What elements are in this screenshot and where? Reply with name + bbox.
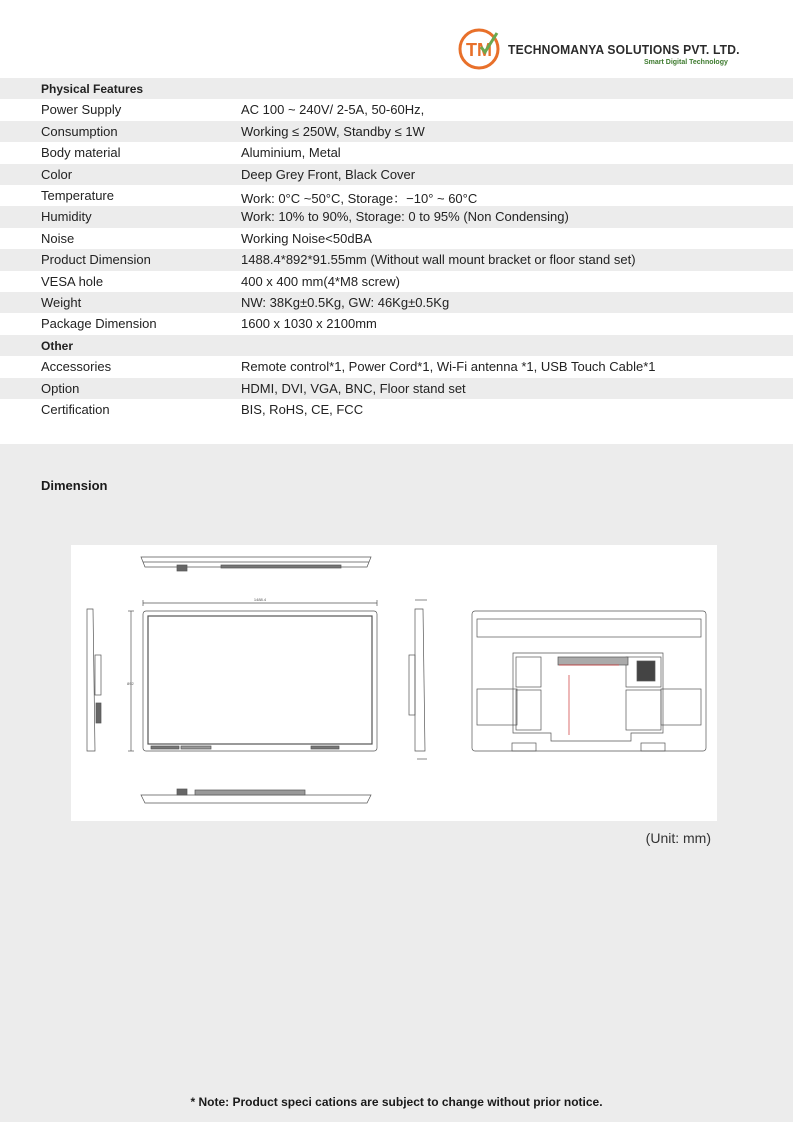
company-name: TECHNOMANYA SOLUTIONS PVT. LTD. — [508, 42, 740, 57]
spec-key: Noise — [41, 230, 75, 246]
company-tagline: Smart Digital Technology — [644, 59, 728, 66]
spec-row — [0, 399, 793, 420]
spec-key: VESA hole — [41, 273, 104, 289]
spec-row — [0, 99, 793, 120]
dimension-drawing — [71, 545, 717, 821]
spec-key: Humidity — [41, 209, 92, 225]
spec-key: Package Dimension — [41, 316, 157, 332]
company-logo-icon — [457, 27, 501, 71]
spec-value: Working ≤ 250W, Standby ≤ 1W — [241, 123, 425, 139]
spec-key: Certification — [41, 402, 110, 417]
unit-label: (Unit: mm) — [645, 830, 711, 846]
spec-value: NW: 38Kg±0.5Kg, GW: 46Kg±0.5Kg — [241, 295, 450, 310]
spec-row — [0, 164, 793, 185]
spec-value: Deep Grey Front, Black Cover — [241, 166, 416, 182]
spec-row — [0, 228, 793, 249]
spec-value: 400 x 400 mm(4*M8 screw) — [241, 273, 400, 289]
technical-drawing — [71, 545, 717, 821]
logo-letters: TM — [466, 40, 492, 60]
footer-note: * Note: Product speci cations are subject to change without prior notice. — [190, 1095, 603, 1109]
spec-key: Weight — [41, 295, 82, 310]
spec-row — [0, 249, 793, 270]
spec-value: Work: 0°C ~50°C, Storage：−10° ~ 60°C — [241, 191, 478, 206]
spec-table — [0, 78, 793, 444]
spec-key: Body material — [41, 145, 121, 161]
spec-key: Consumption — [41, 123, 118, 139]
spec-key: Product Dimension — [41, 252, 151, 268]
spec-value: BIS, RoHS, CE, FCC — [241, 402, 364, 417]
section-title: Physical Features — [41, 82, 144, 96]
front-view-drawing — [128, 600, 377, 751]
dim-label-width: 1488.4 — [253, 597, 267, 602]
spec-key: Temperature — [41, 188, 114, 203]
spec-row — [0, 378, 793, 399]
spec-value: Aluminium, Metal — [241, 145, 341, 161]
spec-key: Option — [41, 380, 80, 396]
spec-value: Working Noise<50dBA — [241, 230, 372, 246]
spec-row — [0, 292, 793, 313]
spec-value: Remote control*1, Power Cord*1, Wi-Fi antenna *1, USB Touch Cable*1 — [241, 359, 656, 375]
dim-label-height: 892 — [127, 681, 134, 686]
spec-row — [0, 206, 793, 227]
top-view-drawing — [141, 557, 371, 571]
side-view-left-drawing — [87, 609, 101, 751]
section-header-physical — [0, 78, 793, 99]
spec-row — [0, 185, 793, 206]
spec-value: HDMI, DVI, VGA, BNC, Floor stand set — [241, 380, 466, 396]
spec-value: Work: 10% to 90%, Storage: 0 to 95% (Non Condensing) — [241, 209, 569, 225]
spec-row — [0, 142, 793, 163]
spec-value: 1488.4*892*91.55mm (Without wall mount bracket or floor stand set) — [241, 252, 636, 268]
bottom-view-drawing — [141, 789, 371, 803]
dimension-title: Dimension — [41, 478, 108, 493]
back-view-drawing — [472, 611, 706, 751]
spec-value: AC 100 ~ 240V/ 2-5A, 50-60Hz, — [241, 102, 425, 118]
section-title: Other — [41, 338, 74, 353]
spec-row — [0, 313, 793, 334]
spec-key: Accessories — [41, 359, 112, 375]
section-header-other — [0, 335, 793, 356]
spec-row — [0, 356, 793, 377]
spec-row — [0, 121, 793, 142]
spec-key: Power Supply — [41, 102, 122, 118]
spec-value: 1600 x 1030 x 2100mm — [241, 316, 377, 332]
spec-row — [0, 271, 793, 292]
header — [0, 0, 793, 78]
spec-key: Color — [41, 166, 73, 182]
side-view-right-drawing — [409, 600, 427, 759]
